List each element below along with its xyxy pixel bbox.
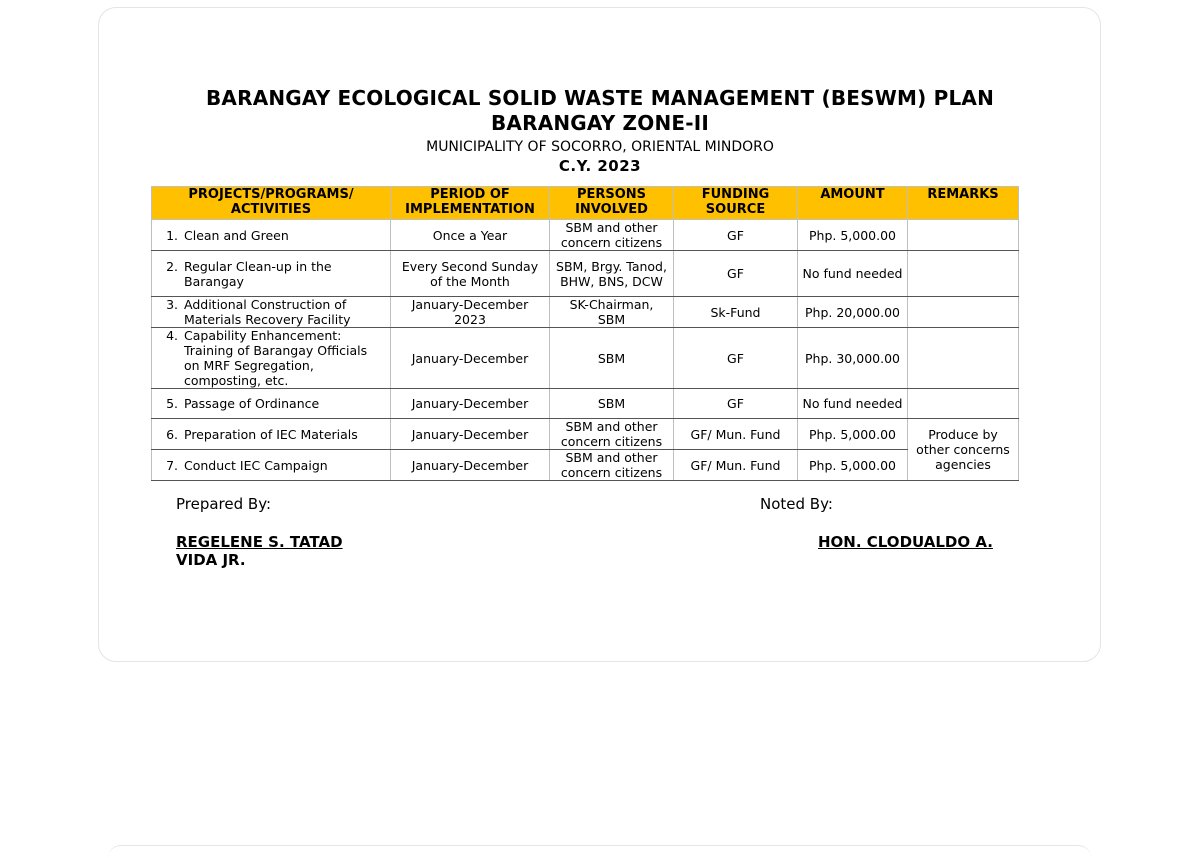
remarks-cell: Produce by other concerns agencies (908, 419, 1019, 481)
header-remarks: REMARKS (908, 187, 1019, 220)
amount-cell: Php. 5,000.00 (798, 220, 908, 251)
period-cell: January-December (391, 328, 550, 389)
table-row (152, 220, 1019, 251)
persons-cell: SBM (550, 328, 674, 389)
funding-cell: GF/ Mun. Fund (674, 450, 798, 481)
row-number: 6. (166, 426, 178, 442)
calendar-year: C.Y. 2023 (558, 157, 642, 175)
project-cell (152, 328, 391, 389)
period-cell: Once a Year (391, 220, 550, 251)
document-subtitle: BARANGAY ZONE-II (490, 111, 710, 135)
row-number: 4. (166, 328, 178, 343)
header-projects: PROJECTS/PROGRAMS/ ACTIVITIES (152, 187, 391, 220)
persons-cell: SBM (550, 389, 674, 419)
project-cell (152, 297, 391, 328)
municipality-line: MUNICIPALITY OF SOCORRO, ORIENTAL MINDORO (426, 139, 774, 155)
project-name: Preparation of IEC Materials (184, 426, 358, 442)
remarks-cell (908, 251, 1019, 297)
persons-cell: SBM and other concern citizens (550, 450, 674, 481)
table-row (152, 419, 1019, 450)
project-name: Clean and Green (184, 227, 289, 243)
project-name: Additional Construction of Materials Recovery Facility (184, 297, 351, 327)
project-cell (152, 220, 391, 251)
noted-by-name-continued: VIDA JR. (176, 551, 246, 569)
project-cell (152, 419, 391, 450)
funding-cell: GF (674, 220, 798, 251)
period-cell: Every Second Sunday of the Month (391, 251, 550, 297)
remarks-cell (908, 297, 1019, 328)
amount-cell: Php. 20,000.00 (798, 297, 908, 328)
period-cell: January-December 2023 (391, 297, 550, 328)
table-row (152, 251, 1019, 297)
amount-cell: Php. 5,000.00 (798, 450, 908, 481)
table-row (152, 450, 1019, 481)
funding-cell: GF (674, 389, 798, 419)
persons-cell: SBM, Brgy. Tanod, BHW, BNS, DCW (550, 251, 674, 297)
funding-cell: GF/ Mun. Fund (674, 419, 798, 450)
funding-cell: GF (674, 328, 798, 389)
amount-cell: No fund needed (798, 251, 908, 297)
row-number: 7. (166, 457, 178, 473)
project-name: Passage of Ordinance (184, 396, 320, 411)
amount-cell: Php. 30,000.00 (798, 328, 908, 389)
project-name: Regular Clean-up in the Barangay (184, 258, 332, 289)
period-cell: January-December (391, 450, 550, 481)
noted-by-label: Noted By: (760, 495, 833, 513)
plan-table (151, 186, 1019, 481)
project-name: Conduct IEC Campaign (184, 457, 328, 473)
persons-cell: SK-Chairman, SBM (550, 297, 674, 328)
project-cell (152, 450, 391, 481)
table-header-row (152, 187, 1019, 220)
table-row (152, 389, 1019, 419)
header-amount: AMOUNT (798, 187, 908, 220)
remarks-cell (908, 389, 1019, 419)
row-number: 1. (166, 227, 178, 243)
noted-by-name (818, 533, 993, 551)
prepared-by-name: REGELENE S. TATAD (176, 533, 343, 551)
row-number: 3. (166, 297, 178, 312)
remarks-cell (908, 220, 1019, 251)
project-cell (152, 251, 391, 297)
persons-cell: SBM and other concern citizens (550, 220, 674, 251)
project-name: Capability Enhancement: Training of Barangay Officials on MRF Segregation, composting, etc. (184, 328, 368, 388)
row-number: 2. (166, 258, 178, 274)
next-page-edge (108, 845, 1091, 858)
document-title: BARANGAY ECOLOGICAL SOLID WASTE MANAGEMENT (BESWM) PLAN (205, 86, 995, 110)
table-row (152, 328, 1019, 389)
funding-cell: Sk-Fund (674, 297, 798, 328)
period-cell: January-December (391, 419, 550, 450)
funding-cell: GF (674, 251, 798, 297)
row-number: 5. (166, 396, 178, 411)
prepared-by-label: Prepared By: (176, 495, 272, 513)
remarks-cell (908, 328, 1019, 389)
header-period: PERIOD OF IMPLEMENTATION (391, 187, 550, 220)
header-persons: PERSONS INVOLVED (550, 187, 674, 220)
header-funding: FUNDING SOURCE (674, 187, 798, 220)
noted-by-signatory (818, 533, 993, 551)
amount-cell: No fund needed (798, 389, 908, 419)
period-cell: January-December (391, 389, 550, 419)
noted-by-name-text: HON. CLODUALDO A. (818, 533, 993, 551)
persons-cell: SBM and other concern citizens (550, 419, 674, 450)
amount-cell: Php. 5,000.00 (798, 419, 908, 450)
project-cell (152, 389, 391, 419)
table-row (152, 297, 1019, 328)
prepared-by-signatory (176, 533, 343, 569)
